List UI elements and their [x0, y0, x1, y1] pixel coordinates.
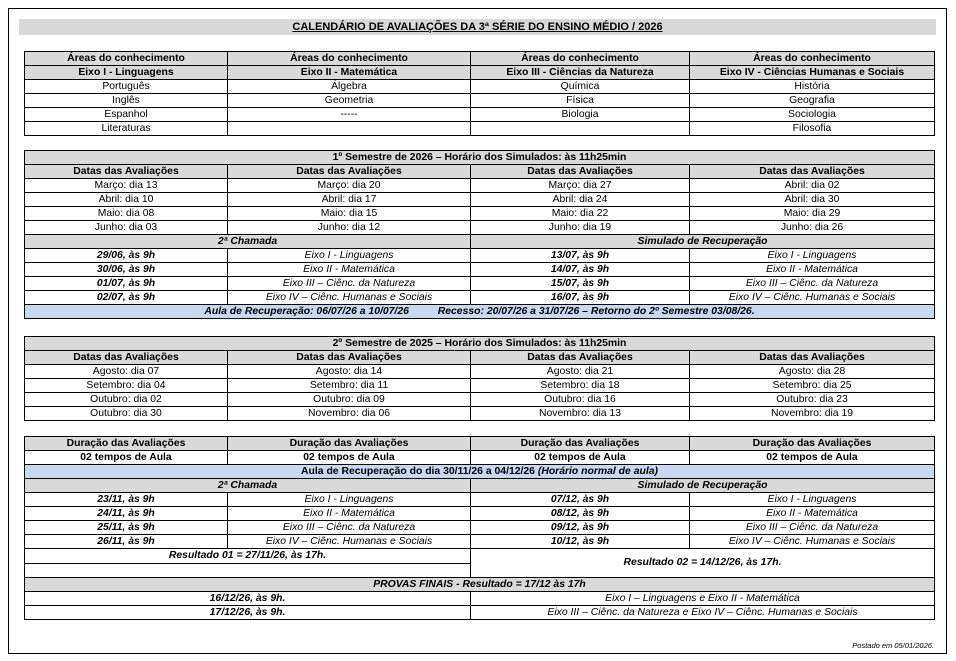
makeup-subject: Eixo IV – Ciênc. Humanas e Sociais	[690, 535, 935, 549]
date-cell: Maio: dia 08	[25, 207, 228, 221]
makeup-date: 13/07, às 9h	[471, 249, 690, 263]
makeup-subject: Eixo II - Matemática	[690, 263, 935, 277]
semester2-title: 2º Semestre de 2025 – Horário dos Simulados: às 11h25min	[25, 337, 935, 351]
table-row	[25, 379, 935, 393]
title-text: CALENDÁRIO DE AVALIAÇÕES DA 3ª SÉRIE DO ENSINO MÉDIO / 2026	[292, 21, 663, 33]
dates-header: Datas das Avaliações	[25, 165, 228, 179]
makeup-subject: Eixo I - Linguagens	[690, 493, 935, 507]
table-row	[25, 263, 935, 277]
final-date: 16/12/26, às 9h.	[25, 592, 471, 606]
table-row	[25, 393, 935, 407]
page-title	[19, 19, 936, 35]
eixo-header: Eixo I - Linguagens	[25, 66, 228, 80]
subject-cell: Álgebra	[228, 80, 471, 94]
areas-table	[24, 51, 935, 136]
duration-value: 02 tempos de Aula	[471, 451, 690, 465]
subject-cell: Espanhol	[25, 108, 228, 122]
date-cell: Setembro: dia 25	[690, 379, 935, 393]
subject-cell: Filosofia	[690, 122, 935, 136]
table-row	[25, 521, 935, 535]
table-row	[25, 108, 935, 122]
final-date: 17/12/26, às 9h.	[25, 606, 471, 620]
dates-header: Datas das Avaliações	[228, 165, 471, 179]
duration-value: 02 tempos de Aula	[228, 451, 471, 465]
date-cell: Março: dia 27	[471, 179, 690, 193]
eixo-header: Eixo II - Matemática	[228, 66, 471, 80]
date-cell: Maio: dia 22	[471, 207, 690, 221]
date-cell: Abril: dia 02	[690, 179, 935, 193]
makeup-subject: Eixo IV – Ciênc. Humanas e Sociais	[228, 535, 471, 549]
dates-header: Datas das Avaliações	[690, 165, 935, 179]
date-cell: Junho: dia 19	[471, 221, 690, 235]
makeup-subject: Eixo I - Linguagens	[690, 249, 935, 263]
dates-header: Datas das Avaliações	[25, 351, 228, 365]
makeup-date: 25/11, às 9h	[25, 521, 228, 535]
semester1-title: 1º Semestre de 2026 – Horário dos Simulados: às 11h25min	[25, 151, 935, 165]
duration-value: 02 tempos de Aula	[25, 451, 228, 465]
table-row	[25, 122, 935, 136]
makeup-date: 29/06, às 9h	[25, 249, 228, 263]
date-cell: Junho: dia 26	[690, 221, 935, 235]
subject-cell: Geografia	[690, 94, 935, 108]
makeup-subject: Eixo I - Linguagens	[228, 249, 471, 263]
date-cell: Março: dia 20	[228, 179, 471, 193]
dates-header: Datas das Avaliações	[471, 351, 690, 365]
date-cell: Setembro: dia 18	[471, 379, 690, 393]
duration-header: Duração das Avaliações	[228, 437, 471, 451]
date-cell: Setembro: dia 11	[228, 379, 471, 393]
semester1-footer: Aula de Recuperação: 06/07/26 a 10/07/26 Recesso: 20/07/26 a 31/07/26 – Retorno do 2º Semestre 03/08/26.	[25, 305, 935, 319]
subject-cell: Literaturas	[25, 122, 228, 136]
subject-cell: Física	[471, 94, 690, 108]
chamada-header: 2ª Chamada	[25, 479, 471, 493]
date-cell: Maio: dia 29	[690, 207, 935, 221]
makeup-subject: Eixo IV – Ciênc. Humanas e Sociais	[690, 291, 935, 305]
date-cell: Abril: dia 17	[228, 193, 471, 207]
makeup-date: 10/12, às 9h	[471, 535, 690, 549]
table-row	[25, 365, 935, 379]
makeup-date: 14/07, às 9h	[471, 263, 690, 277]
duration-value: 02 tempos de Aula	[690, 451, 935, 465]
resultado-01: Resultado 01 = 27/11/26, às 17h.	[25, 549, 471, 564]
date-cell: Novembro: dia 13	[471, 407, 690, 421]
table-row	[25, 592, 935, 606]
areas-header: Áreas do conhecimento	[471, 52, 690, 66]
chamada-header: 2ª Chamada	[25, 235, 471, 249]
date-cell: Março: dia 13	[25, 179, 228, 193]
dates-header: Datas das Avaliações	[228, 351, 471, 365]
date-cell: Outubro: dia 09	[228, 393, 471, 407]
table-row	[25, 507, 935, 521]
makeup-date: 09/12, às 9h	[471, 521, 690, 535]
areas-header: Áreas do conhecimento	[228, 52, 471, 66]
subject-cell: Geometria	[228, 94, 471, 108]
table-row	[25, 207, 935, 221]
eixo-header: Eixo IV - Ciências Humanas e Sociais	[690, 66, 935, 80]
makeup-subject: Eixo III – Ciênc. da Natureza	[690, 277, 935, 291]
makeup-date: 16/07, às 9h	[471, 291, 690, 305]
areas-header: Áreas do conhecimento	[690, 52, 935, 66]
makeup-subject: Eixo II - Matemática	[690, 507, 935, 521]
dates-header: Datas das Avaliações	[471, 165, 690, 179]
makeup-date: 01/07, às 9h	[25, 277, 228, 291]
date-cell: Junho: dia 12	[228, 221, 471, 235]
subject-cell: Biologia	[471, 108, 690, 122]
date-cell: Agosto: dia 21	[471, 365, 690, 379]
table-row	[25, 193, 935, 207]
duration-header: Duração das Avaliações	[25, 437, 228, 451]
makeup-subject: Eixo III – Ciênc. da Natureza	[228, 277, 471, 291]
recuperacao-header: Simulado de Recuperação	[471, 235, 935, 249]
date-cell: Setembro: dia 04	[25, 379, 228, 393]
areas-header: Áreas do conhecimento	[25, 52, 228, 66]
subject-cell: Inglês	[25, 94, 228, 108]
date-cell: Abril: dia 10	[25, 193, 228, 207]
recuperacao-note: (Horário normal de aula)	[537, 465, 658, 477]
subject-cell	[228, 122, 471, 136]
subject-cell: Português	[25, 80, 228, 94]
makeup-date: 15/07, às 9h	[471, 277, 690, 291]
table-row	[25, 221, 935, 235]
makeup-subject: Eixo II - Matemática	[228, 507, 471, 521]
makeup-date: 30/06, às 9h	[25, 263, 228, 277]
subject-cell: História	[690, 80, 935, 94]
eixo-header: Eixo III - Ciências da Natureza	[471, 66, 690, 80]
subject-cell	[471, 122, 690, 136]
date-cell: Outubro: dia 02	[25, 393, 228, 407]
date-cell: Junho: dia 03	[25, 221, 228, 235]
table-row	[25, 291, 935, 305]
provas-finais-title: PROVAS FINAIS - Resultado = 17/12 às 17h	[25, 578, 935, 592]
table-row	[25, 535, 935, 549]
date-cell: Abril: dia 24	[471, 193, 690, 207]
makeup-date: 24/11, às 9h	[25, 507, 228, 521]
table-row	[25, 407, 935, 421]
subject-cell: -----	[228, 108, 471, 122]
makeup-subject: Eixo IV – Ciênc. Humanas e Sociais	[228, 291, 471, 305]
final-subjects: Eixo III – Ciênc. da Natureza e Eixo IV – Ciênc. Humanas e Sociais	[471, 606, 935, 620]
date-cell: Outubro: dia 16	[471, 393, 690, 407]
final-subjects: Eixo I – Linguagens e Eixo II - Matemática	[471, 592, 935, 606]
table-row	[25, 606, 935, 620]
makeup-subject: Eixo III – Ciênc. da Natureza	[690, 521, 935, 535]
date-cell: Novembro: dia 19	[690, 407, 935, 421]
semester1-table	[24, 150, 935, 319]
table-row	[25, 179, 935, 193]
makeup-subject: Eixo I - Linguagens	[228, 493, 471, 507]
table-row	[25, 94, 935, 108]
posted-date: Postado em 05/01/2026.	[852, 641, 934, 650]
table-row	[25, 493, 935, 507]
makeup-subject: Eixo II - Matemática	[228, 263, 471, 277]
makeup-date: 02/07, às 9h	[25, 291, 228, 305]
dates-header: Datas das Avaliações	[690, 351, 935, 365]
table-row	[25, 80, 935, 94]
table-row	[25, 249, 935, 263]
date-cell: Abril: dia 30	[690, 193, 935, 207]
resultado-02: Resultado 02 = 14/12/26, às 17h.	[471, 549, 935, 578]
table-row	[25, 277, 935, 291]
date-cell: Maio: dia 15	[228, 207, 471, 221]
recuperacao-banner	[25, 465, 935, 479]
semester2-table	[24, 336, 935, 421]
date-cell: Outubro: dia 23	[690, 393, 935, 407]
date-cell: Agosto: dia 14	[228, 365, 471, 379]
date-cell: Novembro: dia 06	[228, 407, 471, 421]
subject-cell: Química	[471, 80, 690, 94]
makeup-date: 08/12, às 9h	[471, 507, 690, 521]
duration-table	[24, 436, 935, 620]
duration-header: Duração das Avaliações	[690, 437, 935, 451]
makeup-date: 23/11, às 9h	[25, 493, 228, 507]
date-cell: Agosto: dia 28	[690, 365, 935, 379]
empty-cell	[25, 563, 471, 578]
makeup-date: 26/11, às 9h	[25, 535, 228, 549]
date-cell: Outubro: dia 30	[25, 407, 228, 421]
recuperacao-text: Aula de Recuperação do dia 30/11/26 a 04/12/26	[301, 465, 538, 477]
makeup-date: 07/12, às 9h	[471, 493, 690, 507]
recuperacao-header: Simulado de Recuperação	[471, 479, 935, 493]
date-cell: Agosto: dia 07	[25, 365, 228, 379]
subject-cell: Sociologia	[690, 108, 935, 122]
duration-header: Duração das Avaliações	[471, 437, 690, 451]
makeup-subject: Eixo III – Ciênc. da Natureza	[228, 521, 471, 535]
